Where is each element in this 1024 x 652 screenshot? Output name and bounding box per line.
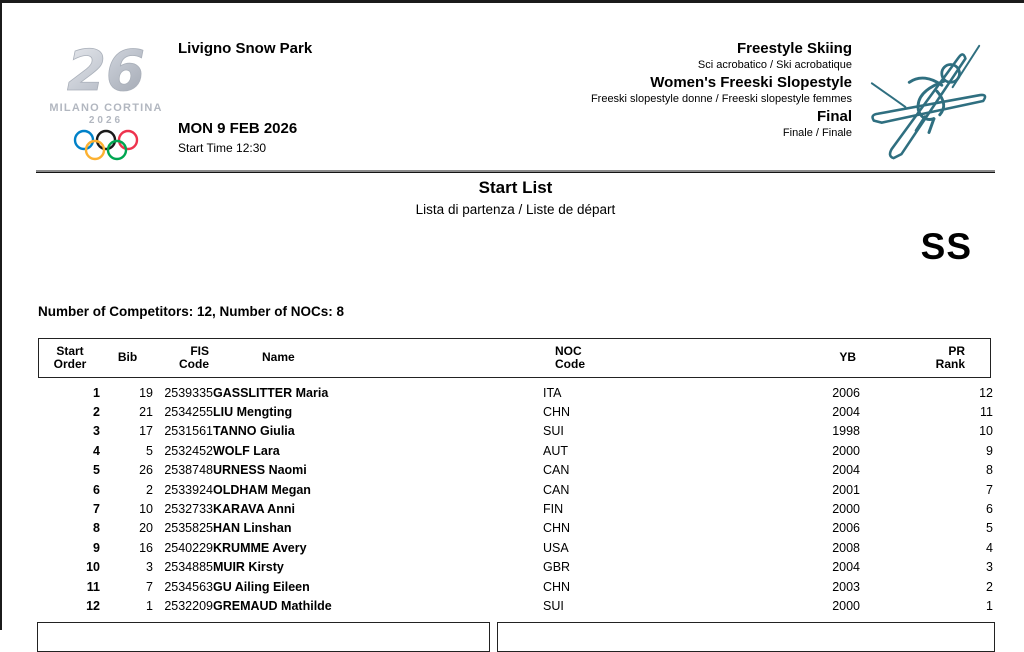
cell-noc-code: CHN xyxy=(543,405,571,420)
event-name: Women's Freeski Slopestyle xyxy=(650,74,852,91)
col-header-line: PR xyxy=(948,343,965,358)
cell-noc-code: SUI xyxy=(543,424,564,439)
cell-bib: 7 xyxy=(146,579,153,594)
cell-fis-code: 2532733 xyxy=(164,502,213,517)
olympic-rings-icon xyxy=(73,129,139,163)
cell-yb: 2001 xyxy=(832,482,860,497)
cell-name: GREMAUD Mathilde xyxy=(213,598,332,613)
cell-name: WOLF Lara xyxy=(213,443,280,458)
cell-start-order: 5 xyxy=(93,463,100,478)
col-header-fis-code xyxy=(154,339,214,377)
logo-year-text: 2026 xyxy=(88,115,124,126)
cell-noc-code: FIN xyxy=(543,502,564,517)
phase-translation: Finale / Finale xyxy=(782,127,852,139)
cell-fis-code: 2534255 xyxy=(164,405,213,420)
cell-bib: 17 xyxy=(139,424,153,439)
cell-noc-code: CAN xyxy=(543,463,570,478)
col-header-name xyxy=(214,339,544,377)
cell-pr-rank: 1 xyxy=(986,598,993,613)
discipline-name: Freestyle Skiing xyxy=(736,40,852,57)
cell-start-order: 6 xyxy=(93,482,100,497)
document-title: Start List xyxy=(478,178,553,197)
col-header-pr-rank xyxy=(861,339,990,377)
cell-yb: 2000 xyxy=(832,443,860,458)
col-header-line: Order xyxy=(53,357,87,371)
cell-bib: 10 xyxy=(139,502,153,517)
col-header-line: Code xyxy=(555,357,585,371)
cell-name: HAN Linshan xyxy=(213,521,292,536)
cell-start-order: 4 xyxy=(93,443,100,458)
logo-brand-text: MILANO CORTINA xyxy=(49,102,163,114)
svg-text:26: 26 xyxy=(67,39,145,102)
cell-pr-rank: 9 xyxy=(986,443,993,458)
table-row xyxy=(38,441,993,460)
col-header-line: FIS xyxy=(190,343,209,358)
col-header-line: Start xyxy=(56,343,84,358)
table-row xyxy=(38,577,993,596)
freestyle-skiing-pictogram-icon xyxy=(864,36,992,164)
cell-name: URNESS Naomi xyxy=(213,463,307,478)
cell-yb: 2000 xyxy=(832,502,860,517)
cell-pr-rank: 3 xyxy=(986,560,993,575)
cell-fis-code: 2534885 xyxy=(164,560,213,575)
cell-start-order: 9 xyxy=(93,540,100,555)
cell-name: GASSLITTER Maria xyxy=(213,385,329,400)
cell-yb: 2006 xyxy=(832,521,860,536)
cell-bib: 26 xyxy=(139,463,153,478)
cell-start-order: 2 xyxy=(93,405,100,420)
cell-yb: 2004 xyxy=(832,560,860,575)
event-date: MON 9 FEB 2026 xyxy=(178,120,298,137)
start-list-table xyxy=(38,383,993,616)
cell-yb: 2004 xyxy=(832,463,860,478)
cell-start-order: 1 xyxy=(93,385,100,400)
cell-noc-code: ITA xyxy=(543,385,562,400)
start-list-header-row xyxy=(38,338,991,378)
cell-start-order: 8 xyxy=(93,521,100,536)
col-header-line: Code xyxy=(179,357,209,371)
start-list-body xyxy=(38,383,993,616)
cell-pr-rank: 8 xyxy=(986,463,993,478)
col-header-line: NOC xyxy=(555,343,582,358)
cell-start-order: 3 xyxy=(93,424,100,439)
cell-fis-code: 2539335 xyxy=(164,385,213,400)
table-row xyxy=(38,538,993,557)
cell-pr-rank: 11 xyxy=(980,405,993,420)
table-row xyxy=(38,383,993,402)
cell-yb: 2004 xyxy=(832,405,860,420)
cell-bib: 16 xyxy=(139,540,153,555)
milano-cortina-logo xyxy=(40,38,172,168)
document-title-translation: Lista di partenza / Liste de départ xyxy=(415,202,616,217)
footer-box-right xyxy=(497,622,995,652)
cell-pr-rank: 10 xyxy=(979,424,993,439)
cell-fis-code: 2538748 xyxy=(164,463,213,478)
cell-bib: 20 xyxy=(139,521,153,536)
table-row xyxy=(38,461,993,480)
cell-start-order: 12 xyxy=(86,598,100,613)
col-header-bib xyxy=(101,339,154,377)
discipline-translation: Sci acrobatico / Ski acrobatique xyxy=(697,59,852,71)
col-header-start-order xyxy=(39,339,101,377)
cell-yb: 2008 xyxy=(832,540,860,555)
page-left-edge xyxy=(0,0,2,630)
col-header-line: Bib xyxy=(117,350,138,365)
cell-bib: 3 xyxy=(146,560,153,575)
cell-bib: 21 xyxy=(139,405,153,420)
footer-box-left xyxy=(37,622,490,652)
cell-bib: 1 xyxy=(146,598,153,613)
col-header-line: Name xyxy=(262,350,295,365)
cell-yb: 2000 xyxy=(832,598,860,613)
cell-noc-code: GBR xyxy=(543,560,571,575)
cell-yb: 2003 xyxy=(832,579,860,594)
cell-fis-code: 2540229 xyxy=(164,540,213,555)
table-row xyxy=(38,519,993,538)
cell-name: LIU Mengting xyxy=(213,405,293,420)
cell-pr-rank: 4 xyxy=(986,540,993,555)
cell-yb: 2006 xyxy=(832,385,860,400)
cell-yb: 1998 xyxy=(832,424,860,439)
cell-start-order: 7 xyxy=(93,502,100,517)
cell-fis-code: 2531561 xyxy=(164,424,213,439)
table-row xyxy=(38,558,993,577)
cell-fis-code: 2535825 xyxy=(164,521,213,536)
cell-pr-rank: 6 xyxy=(986,502,993,517)
cell-bib: 5 xyxy=(146,443,153,458)
start-time: Start Time 12:30 xyxy=(178,141,267,155)
col-header-noc-code xyxy=(544,339,689,377)
logo-26-mark-icon xyxy=(51,38,161,102)
venue-name: Livigno Snow Park xyxy=(178,40,313,57)
cell-noc-code: USA xyxy=(543,540,569,555)
cell-pr-rank: 5 xyxy=(986,521,993,536)
document-title-block xyxy=(36,177,995,219)
col-header-line: Rank xyxy=(935,357,965,371)
cell-bib: 2 xyxy=(146,482,153,497)
event-header-block xyxy=(591,39,852,141)
cell-noc-code: CHN xyxy=(543,579,571,594)
col-header-yb xyxy=(689,339,861,377)
cell-noc-code: AUT xyxy=(543,443,568,458)
table-row xyxy=(38,596,993,615)
cell-fis-code: 2534563 xyxy=(164,579,213,594)
cell-noc-code: CAN xyxy=(543,482,570,497)
cell-start-order: 11 xyxy=(86,579,100,594)
cell-bib: 19 xyxy=(139,385,153,400)
event-translation: Freeski slopestyle donne / Freeski slopestyle femmes xyxy=(590,93,852,105)
header-divider-rule xyxy=(36,170,995,173)
table-row xyxy=(38,402,993,421)
cell-name: KRUMME Avery xyxy=(213,540,307,555)
event-code-label: SS xyxy=(920,226,972,267)
cell-pr-rank: 2 xyxy=(986,579,993,594)
cell-pr-rank: 12 xyxy=(979,385,993,400)
table-row xyxy=(38,480,993,499)
cell-fis-code: 2532209 xyxy=(164,598,213,613)
cell-name: OLDHAM Megan xyxy=(213,482,311,497)
cell-noc-code: CHN xyxy=(543,521,571,536)
cell-noc-code: SUI xyxy=(543,598,564,613)
table-row xyxy=(38,499,993,518)
cell-name: MUIR Kirsty xyxy=(213,560,284,575)
cell-name: TANNO Giulia xyxy=(213,424,295,439)
col-header-line: YB xyxy=(839,350,856,365)
page-top-edge xyxy=(0,0,1024,3)
cell-pr-rank: 7 xyxy=(986,482,993,497)
table-row xyxy=(38,422,993,441)
cell-start-order: 10 xyxy=(86,560,100,575)
cell-name: GU Ailing Eileen xyxy=(213,579,310,594)
phase-name: Final xyxy=(816,108,852,125)
cell-fis-code: 2533924 xyxy=(164,482,213,497)
cell-fis-code: 2532452 xyxy=(164,443,213,458)
cell-name: KARAVA Anni xyxy=(213,502,295,517)
competitors-summary: Number of Competitors: 12, Number of NOCs: 8 xyxy=(38,304,345,319)
